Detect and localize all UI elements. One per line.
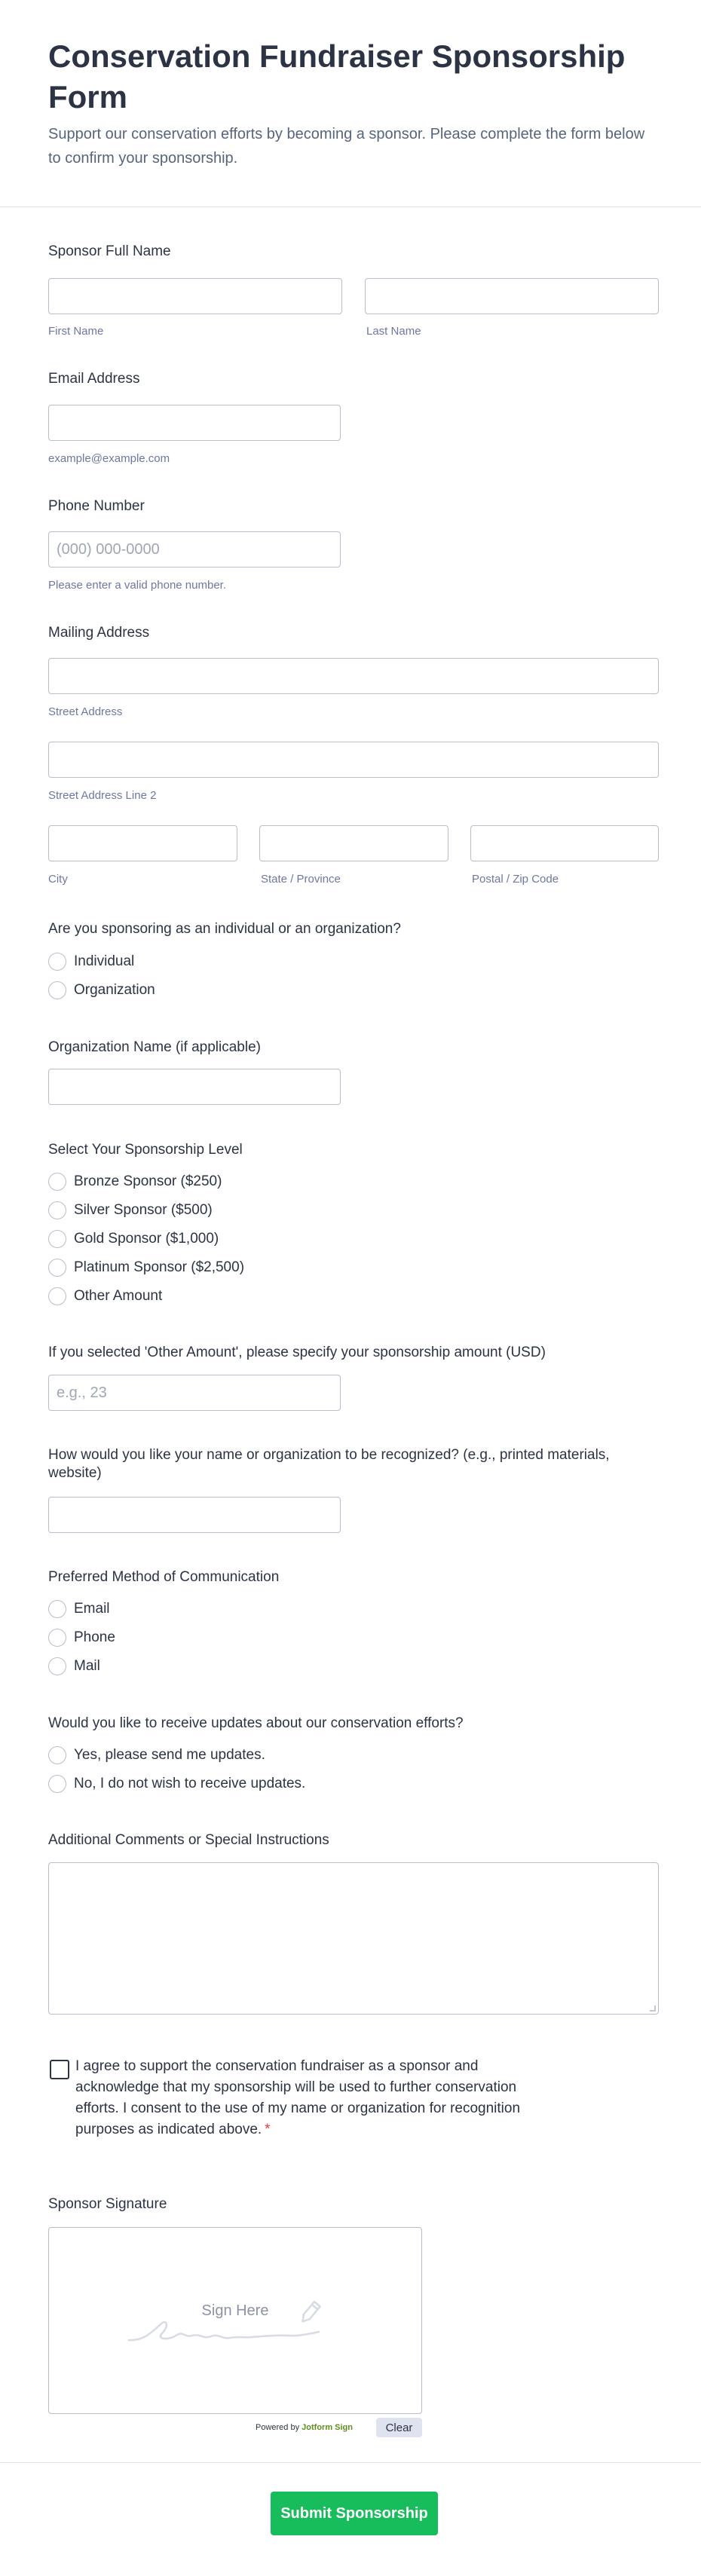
recognition-input[interactable]	[48, 1497, 341, 1533]
radio-updates-no[interactable]	[48, 1773, 305, 1794]
radio-other-amount[interactable]	[48, 1286, 162, 1307]
street-address-sublabel: Street Address	[48, 705, 123, 718]
phone-input[interactable]	[48, 531, 341, 568]
radio-label: Email	[74, 1601, 110, 1617]
submit-sponsorship-button[interactable]: Submit Sponsorship	[271, 2492, 438, 2535]
radio-circle[interactable]	[48, 1775, 66, 1793]
radio-circle[interactable]	[48, 1657, 66, 1675]
radio-circle[interactable]	[48, 1287, 66, 1305]
clear-signature-button[interactable]: Clear	[376, 2418, 422, 2437]
email-input[interactable]	[48, 405, 341, 441]
radio-label: Phone	[74, 1629, 115, 1645]
updates-label: Would you like to receive updates about our conservation efforts?	[48, 1715, 464, 1731]
radio-circle[interactable]	[48, 1230, 66, 1248]
org-name-input[interactable]	[48, 1069, 341, 1105]
last-name-input[interactable]	[365, 278, 659, 314]
signature-label: Sponsor Signature	[48, 2196, 167, 2212]
form-header	[0, 0, 701, 207]
consent-text	[75, 2056, 558, 2140]
radio-circle[interactable]	[48, 1201, 66, 1219]
powered-by	[256, 2423, 353, 2432]
radio-circle[interactable]	[48, 1600, 66, 1618]
radio-circle[interactable]	[48, 1259, 66, 1277]
comments-textarea[interactable]	[48, 1862, 659, 2015]
radio-individual[interactable]	[48, 951, 134, 972]
signature-pad[interactable]	[48, 2227, 422, 2414]
form-title: Conservation Fundraiser Sponsorship Form	[48, 38, 626, 115]
email-sublabel: example@example.com	[48, 452, 170, 465]
phone-label: Phone Number	[48, 498, 145, 514]
first-name-sublabel: First Name	[48, 325, 104, 338]
radio-label: Individual	[74, 953, 135, 969]
jotform-sign-brand: Jotform Sign	[302, 2423, 353, 2432]
radio-label: Yes, please send me updates.	[74, 1747, 265, 1763]
radio-label: Gold Sponsor ($1,000)	[74, 1231, 219, 1247]
radio-silver[interactable]	[48, 1200, 213, 1221]
consent-checkbox[interactable]	[50, 2060, 69, 2079]
radio-circle[interactable]	[48, 981, 66, 999]
sponsorship-level-label: Select Your Sponsorship Level	[48, 1142, 243, 1158]
radio-label: Organization	[74, 982, 155, 998]
last-name-sublabel: Last Name	[366, 325, 421, 338]
form-subtitle: Support our conservation efforts by becoming a sponsor. Please complete the form below to confirm your sponsorship.	[48, 126, 645, 167]
org-name-label: Organization Name (if applicable)	[48, 1039, 261, 1055]
radio-circle[interactable]	[48, 1173, 66, 1191]
radio-label: Mail	[74, 1658, 100, 1674]
city-input[interactable]	[48, 825, 237, 861]
radio-label: Silver Sponsor ($500)	[74, 1202, 213, 1218]
radio-email[interactable]	[48, 1599, 110, 1620]
radio-label: Platinum Sponsor ($2,500)	[74, 1259, 245, 1275]
recognition-label: How would you like your name or organization to be recognized? (e.g., printed materials, website)	[48, 1447, 610, 1481]
radio-label: Bronze Sponsor ($250)	[74, 1173, 222, 1189]
radio-label: Other Amount	[74, 1288, 163, 1304]
street-address-input[interactable]	[48, 658, 659, 694]
radio-organization[interactable]	[48, 980, 155, 1001]
radio-label: No, I do not wish to receive updates.	[74, 1776, 306, 1791]
signature-scribble-icon	[49, 2228, 423, 2415]
street-address-line2-sublabel: Street Address Line 2	[48, 789, 157, 802]
other-amount-input[interactable]	[48, 1375, 341, 1411]
radio-mail[interactable]	[48, 1656, 100, 1677]
powered-prefix: Powered by	[256, 2423, 300, 2432]
state-input[interactable]	[259, 825, 448, 861]
radio-phone[interactable]	[48, 1627, 115, 1648]
resize-handle-icon[interactable]	[650, 2005, 656, 2012]
city-sublabel: City	[48, 873, 68, 886]
footer-divider	[0, 2462, 701, 2463]
radio-updates-yes[interactable]	[48, 1745, 265, 1766]
full-name-label: Sponsor Full Name	[48, 243, 171, 259]
consent-label: I agree to support the conservation fundraiser as a sponsor and acknowledge that my sponsorship will be used to further conservation efforts. I consent to the use of my name or organization for recognition purposes as indicated above.	[75, 2058, 521, 2137]
street-address-line2-input[interactable]	[48, 742, 659, 778]
radio-platinum[interactable]	[48, 1257, 244, 1278]
communication-label: Preferred Method of Communication	[48, 1569, 280, 1585]
address-label: Mailing Address	[48, 625, 150, 641]
state-sublabel: State / Province	[261, 873, 341, 886]
zip-input[interactable]	[470, 825, 659, 861]
radio-bronze[interactable]	[48, 1171, 222, 1192]
radio-circle[interactable]	[48, 1746, 66, 1764]
comments-label: Additional Comments or Special Instructions	[48, 1832, 329, 1848]
required-asterisk: *	[265, 2122, 271, 2137]
radio-circle[interactable]	[48, 953, 66, 971]
phone-sublabel: Please enter a valid phone number.	[48, 579, 226, 592]
zip-sublabel: Postal / Zip Code	[472, 873, 559, 886]
radio-circle[interactable]	[48, 1629, 66, 1647]
first-name-input[interactable]	[48, 278, 342, 314]
sign-here-prompt: Sign Here	[201, 2302, 269, 2319]
radio-gold[interactable]	[48, 1228, 219, 1250]
email-label: Email Address	[48, 371, 140, 387]
other-amount-label: If you selected 'Other Amount', please specify your sponsorship amount (USD)	[48, 1345, 546, 1360]
sponsor-type-label: Are you sponsoring as an individual or an organization?	[48, 921, 401, 937]
